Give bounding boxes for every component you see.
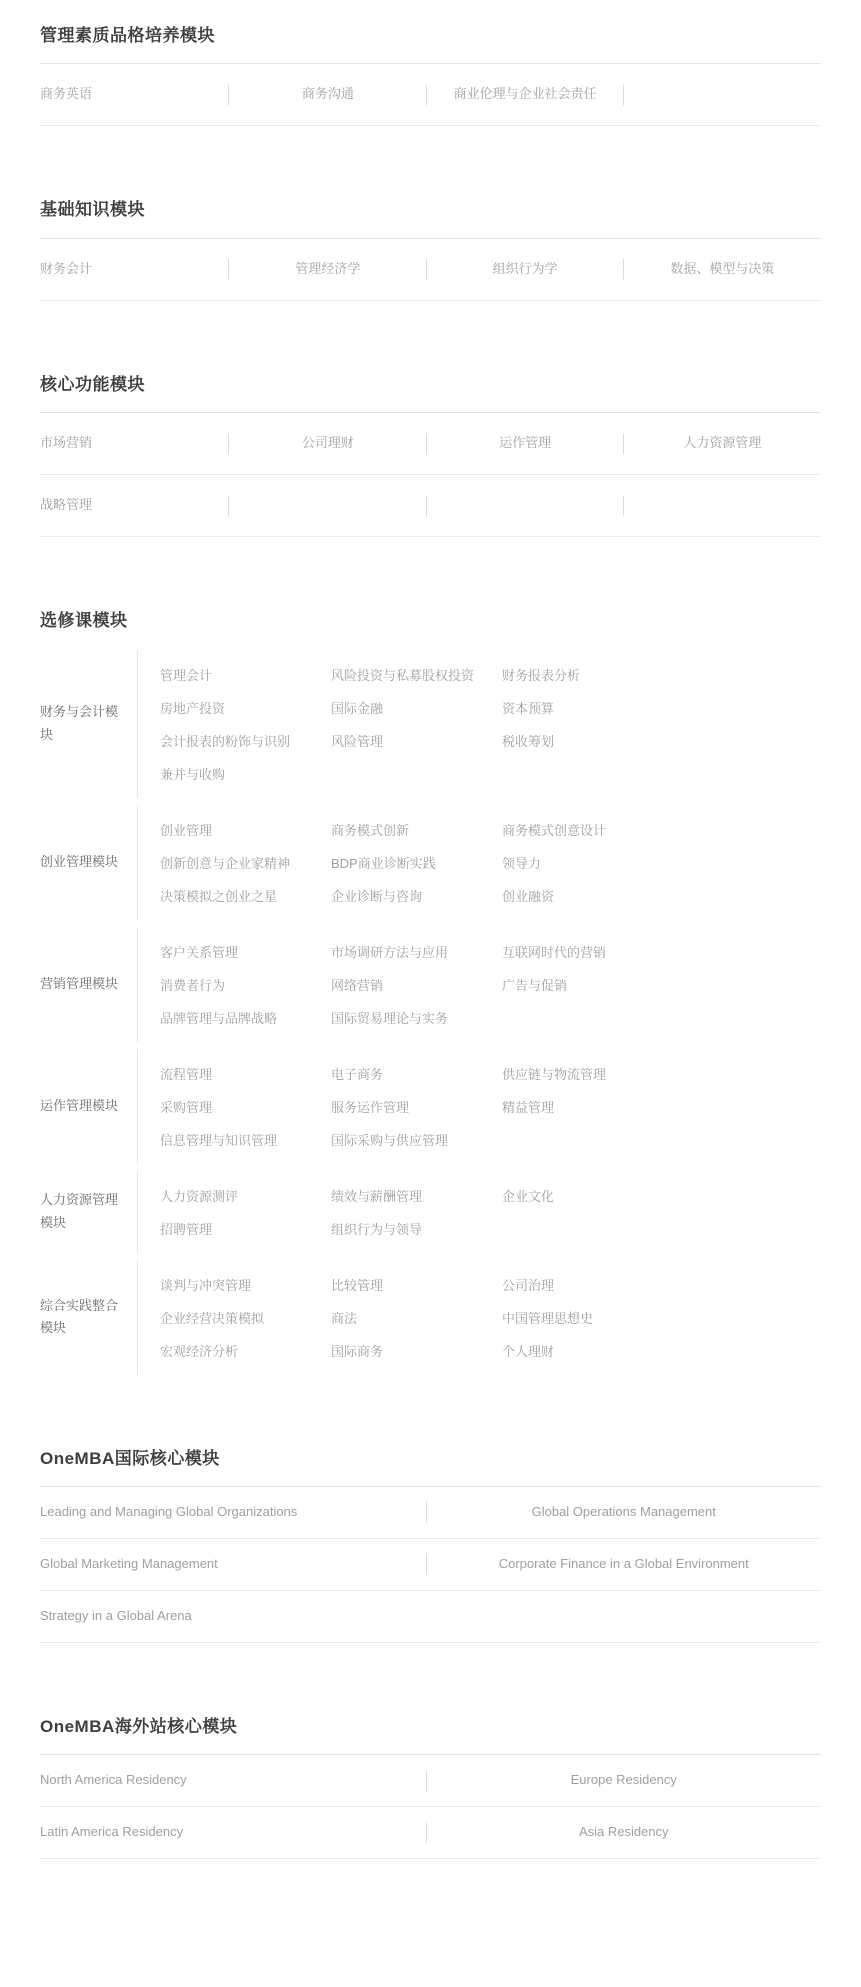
elective-group xyxy=(40,650,821,798)
elective-group-courses xyxy=(137,927,821,1042)
course-item: 创业融资 xyxy=(502,888,555,904)
course-item: BDP商业诊断实践 xyxy=(331,855,436,871)
course-item: 公司理财 xyxy=(229,435,426,452)
section-onemba-overseas-core xyxy=(40,1717,821,1859)
course-item: 采购管理 xyxy=(160,1099,213,1115)
section-title-onemba-international-core: OneMBA国际核心模块 xyxy=(40,1449,821,1487)
course-item: 市场营销 xyxy=(40,435,229,452)
course-item: 人力资源测评 xyxy=(160,1188,239,1204)
course-grid-onemba-international-core xyxy=(40,1487,821,1643)
elective-group xyxy=(40,805,821,920)
course-row xyxy=(160,724,821,757)
course-row xyxy=(40,1807,821,1859)
section-onemba-international-core xyxy=(40,1449,821,1643)
elective-group-label: 综合实践整合模块 xyxy=(40,1297,119,1336)
course-item: 战略管理 xyxy=(40,497,229,514)
course-item: 创业管理 xyxy=(160,822,213,838)
course-item: 人力资源管理 xyxy=(683,435,762,451)
course-item: 招聘管理 xyxy=(160,1221,213,1237)
course-item: 中国管理思想史 xyxy=(502,1310,594,1326)
course-row xyxy=(40,1755,821,1807)
section-management-quality xyxy=(40,26,821,126)
elective-group-courses xyxy=(137,805,821,920)
course-item: 电子商务 xyxy=(331,1066,384,1082)
course-item: 个人理财 xyxy=(502,1343,555,1359)
elective-group-courses xyxy=(137,1049,821,1164)
course-item: 消费者行为 xyxy=(160,977,226,993)
course-item: 组织行为与领导 xyxy=(331,1221,423,1237)
course-item: 服务运作管理 xyxy=(331,1099,410,1115)
course-row xyxy=(160,1057,821,1090)
course-row xyxy=(40,413,821,475)
elective-group-courses xyxy=(137,650,821,798)
course-row xyxy=(160,691,821,724)
course-row xyxy=(40,1487,821,1539)
course-row xyxy=(40,64,821,126)
course-item: 数据、模型与决策 xyxy=(670,260,775,276)
course-item: Latin America Residency xyxy=(40,1824,427,1841)
course-grid-management-quality xyxy=(40,64,821,126)
course-item: 绩效与薪酬管理 xyxy=(331,1188,423,1204)
elective-table xyxy=(40,650,821,1375)
course-item: 管理会计 xyxy=(160,667,213,683)
course-row xyxy=(160,968,821,1001)
elective-group-courses xyxy=(137,1171,821,1253)
elective-group-label: 人力资源管理模块 xyxy=(40,1192,119,1230)
elective-group-courses xyxy=(137,1260,821,1375)
course-row xyxy=(160,935,821,968)
sections-root xyxy=(40,26,821,1859)
section-core-function xyxy=(40,375,821,537)
course-item: 风险投资与私募股权投资 xyxy=(331,667,475,683)
course-item: Global Operations Management xyxy=(531,1504,716,1519)
course-item: 资本预算 xyxy=(502,700,555,716)
course-row xyxy=(40,1539,821,1591)
course-item: 财务报表分析 xyxy=(502,667,581,683)
course-row xyxy=(160,1212,821,1245)
course-item: 客户关系管理 xyxy=(160,944,239,960)
course-item: 商务英语 xyxy=(40,86,229,103)
course-item: Corporate Finance in a Global Environment xyxy=(498,1556,749,1571)
course-item: 组织行为学 xyxy=(427,261,624,278)
section-title-onemba-overseas-core: OneMBA海外站核心模块 xyxy=(40,1717,821,1755)
course-row xyxy=(160,1334,821,1367)
course-item: 品牌管理与品牌战略 xyxy=(160,1010,278,1026)
course-item: 比较管理 xyxy=(331,1277,384,1293)
course-item: North America Residency xyxy=(40,1772,427,1789)
elective-group xyxy=(40,1260,821,1375)
course-row xyxy=(160,879,821,912)
section-electives xyxy=(40,611,821,1374)
course-item: 国际贸易理论与实务 xyxy=(331,1010,449,1026)
course-item: 国际商务 xyxy=(331,1343,384,1359)
course-item: 财务会计 xyxy=(40,261,229,278)
course-row xyxy=(160,1301,821,1334)
section-title-electives: 选修课模块 xyxy=(40,611,128,631)
course-row xyxy=(160,846,821,879)
course-item: 商务模式创意设计 xyxy=(502,822,607,838)
course-item: 创新创意与企业家精神 xyxy=(160,855,291,871)
course-item: 企业经营决策模拟 xyxy=(160,1310,265,1326)
elective-group xyxy=(40,927,821,1042)
course-item: 决策模拟之创业之星 xyxy=(160,888,278,904)
course-row xyxy=(160,1268,821,1301)
course-item: 网络营销 xyxy=(331,977,384,993)
course-row xyxy=(160,1179,821,1212)
course-item: 精益管理 xyxy=(502,1099,555,1115)
course-item: 信息管理与知识管理 xyxy=(160,1132,278,1148)
course-item: 广告与促销 xyxy=(502,977,568,993)
elective-group-label: 运作管理模块 xyxy=(40,1098,119,1114)
course-item: 商法 xyxy=(331,1310,358,1326)
course-grid-foundation-knowledge xyxy=(40,239,821,301)
course-row xyxy=(160,1001,821,1034)
course-item: 流程管理 xyxy=(160,1066,213,1082)
course-item: 商务模式创新 xyxy=(331,822,410,838)
course-item: 税收筹划 xyxy=(502,733,555,749)
course-row xyxy=(40,239,821,301)
course-item: 市场调研方法与应用 xyxy=(331,944,449,960)
course-item: 互联网时代的营销 xyxy=(502,944,607,960)
section-title-foundation-knowledge: 基础知识模块 xyxy=(40,200,821,238)
course-row xyxy=(160,1090,821,1123)
course-item: 管理经济学 xyxy=(229,261,426,278)
course-item: 风险管理 xyxy=(331,733,384,749)
course-item: 房地产投资 xyxy=(160,700,226,716)
elective-group-label: 财务与会计模块 xyxy=(40,704,119,742)
course-item: 供应链与物流管理 xyxy=(502,1066,607,1082)
course-item: 谈判与冲突管理 xyxy=(160,1277,252,1293)
course-item: 商务沟通 xyxy=(229,86,426,103)
elective-group xyxy=(40,1049,821,1164)
course-row xyxy=(160,813,821,846)
course-row xyxy=(40,1591,821,1643)
course-grid-core-function xyxy=(40,413,821,537)
course-item: 宏观经济分析 xyxy=(160,1343,239,1359)
elective-group-label: 创业管理模块 xyxy=(40,854,119,870)
course-item: 运作管理 xyxy=(427,435,624,452)
elective-group xyxy=(40,1171,821,1253)
course-item: 国际金融 xyxy=(331,700,384,716)
course-item: 企业诊断与咨询 xyxy=(331,888,423,904)
course-row xyxy=(160,1123,821,1156)
section-title-core-function: 核心功能模块 xyxy=(40,375,821,413)
course-item: 会计报表的粉饰与识别 xyxy=(160,733,291,749)
course-item: 兼并与收购 xyxy=(160,766,226,782)
course-item: Asia Residency xyxy=(578,1824,669,1840)
course-item: 商业伦理与企业社会责任 xyxy=(427,86,624,103)
course-item: Leading and Managing Global Organizations xyxy=(40,1504,427,1521)
course-item: Europe Residency xyxy=(570,1772,677,1788)
course-item: 企业文化 xyxy=(502,1188,555,1204)
course-item: Global Marketing Management xyxy=(40,1556,427,1573)
course-item: 领导力 xyxy=(502,855,542,871)
elective-group-label: 营销管理模块 xyxy=(40,976,119,992)
course-grid-onemba-overseas-core xyxy=(40,1755,821,1859)
course-item: 公司治理 xyxy=(502,1277,555,1293)
course-row xyxy=(160,658,821,691)
course-item: Strategy in a Global Arena xyxy=(40,1608,192,1623)
course-item: 国际采购与供应管理 xyxy=(331,1132,449,1148)
course-row xyxy=(160,757,821,790)
course-row xyxy=(40,475,821,537)
section-title-management-quality: 管理素质品格培养模块 xyxy=(40,26,821,64)
section-foundation-knowledge xyxy=(40,200,821,300)
